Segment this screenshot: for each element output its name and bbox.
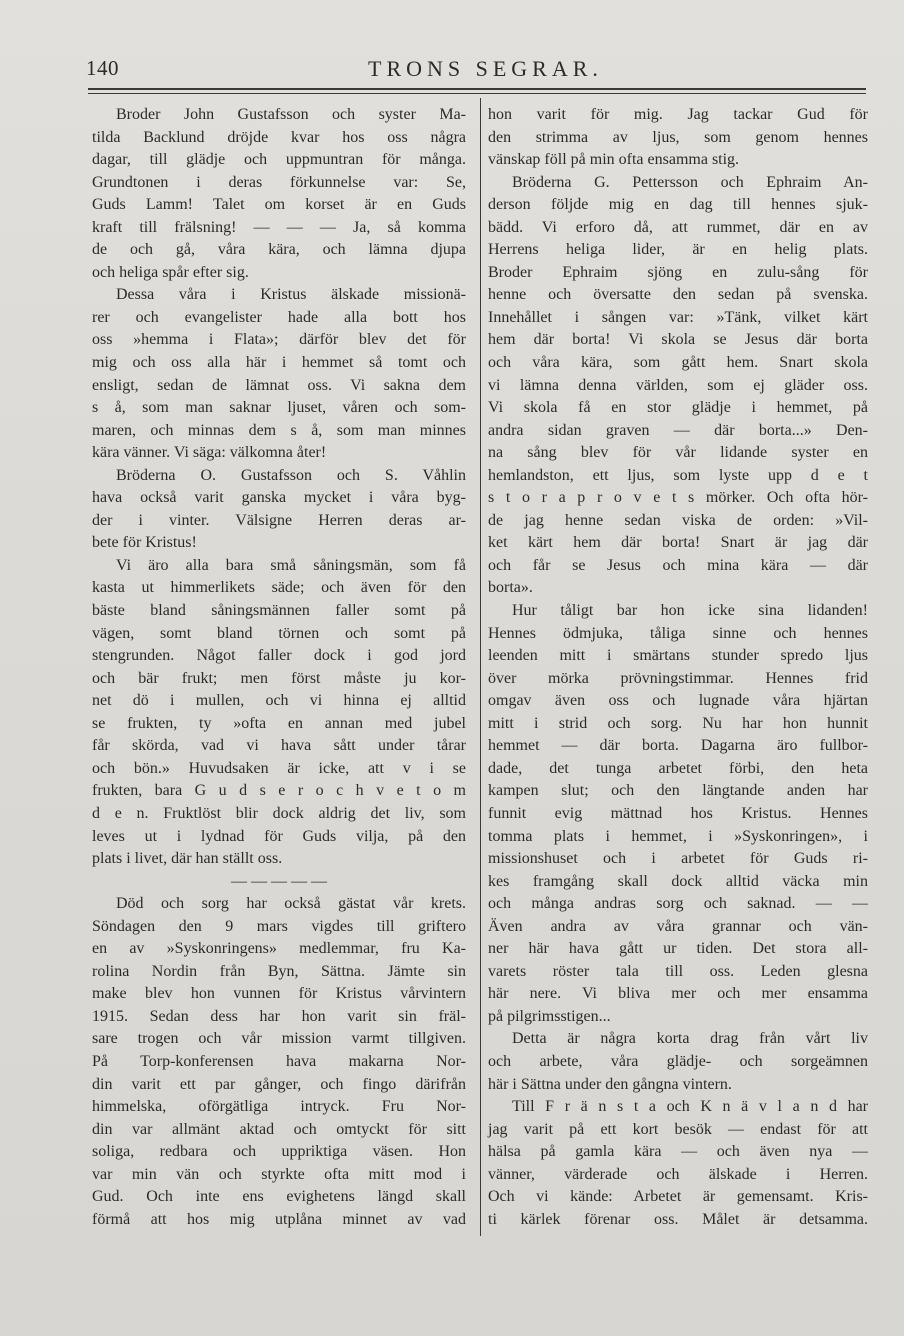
right-text-line: jag varit på ett kort besök — endast för att xyxy=(488,1120,868,1138)
right-text-line: hälsa på gamla kära — och även nya — xyxy=(488,1143,868,1161)
right-text-line: Vi skola få en stor glädje i hemmet, på xyxy=(488,399,868,417)
left-text-line: var min vän och styrkte ofta mitt mod i xyxy=(92,1165,466,1183)
left-text-line: Gud. Och inte ens evighetens längd skall xyxy=(92,1188,466,1206)
running-title: TRONS SEGRAR. xyxy=(368,56,603,81)
left-text-line: din varit ett par gånger, och fingo därifrån xyxy=(92,1075,466,1093)
left-text-line: 1915. Sedan dess har hon varit sin fräl- xyxy=(92,1007,466,1025)
right-text-line: borta». xyxy=(488,579,533,597)
left-text-line: oss »hemma i Flata»; därför blev det för xyxy=(92,331,466,349)
left-text-line: rolina Nordin från Byn, Sättna. Jämte sin xyxy=(92,962,466,980)
left-text-line: hava också varit ganska mycket i våra byg- xyxy=(92,489,466,507)
right-text-line: och får se Jesus och mina kära — där xyxy=(488,556,868,574)
left-text-line: d e n. Fruktlöst blir dock aldrig det liv, som xyxy=(92,804,466,822)
left-text-line: Grundtonen i deras förkunnelse var: Se, xyxy=(92,173,466,191)
right-text-line: hon varit för mig. Jag tackar Gud för xyxy=(488,106,868,123)
right-text-line: och våra kära, som gått hem. Snart skola xyxy=(488,354,868,372)
header-rule xyxy=(88,88,866,90)
left-column xyxy=(92,104,466,1231)
left-text-line: Dessa våra i Kristus älskade missionä- xyxy=(116,286,466,304)
right-text-line: över mörka prövningstimmar. Hennes frid xyxy=(488,669,868,687)
left-text-line: förmå att hos mig utplåna minnet av vad xyxy=(92,1210,466,1228)
left-text-line: och bär frukt; men först måste ju kor- xyxy=(92,669,466,687)
right-text-line: vänner, värderade och älskade i Herren. xyxy=(488,1165,868,1183)
left-text-line: maren, och minnas dem s å, som man minnes xyxy=(92,421,466,439)
right-text-line: hemmet — där borta. Dagarna äro fullbor- xyxy=(488,737,868,755)
left-text-line: frukten, bara G u d s e r o c h v e t o m xyxy=(92,782,466,800)
left-text-line: kasta ut himmerlikets säde; och även för den xyxy=(92,579,466,597)
left-text-line: soliga, redbara och uppriktiga väsen. Hon xyxy=(92,1143,466,1161)
left-text-line: der i vinter. Välsigne Herren deras ar- xyxy=(92,511,466,529)
left-text-line: ensligt, sedan de lämnat oss. Vi sakna dem xyxy=(92,376,466,394)
left-text-line: tilda Backlund dröjde kvar hos oss några xyxy=(92,128,466,146)
right-text-line: na sång blev för vår lidande syster en xyxy=(488,444,868,462)
right-text-line: de jag henne sedan viska de orden: »Vil- xyxy=(488,511,868,529)
right-text-line: varets röster tala till oss. Leden glesna xyxy=(488,962,868,980)
right-text-line: och många andras sorg och saknad. — — xyxy=(488,895,868,913)
left-text-line: bete för Kristus! xyxy=(92,534,197,552)
left-text-line: plats i livet, där han ställt oss. xyxy=(92,850,283,868)
left-text-line: Bröderna O. Gustafsson och S. Våhlin xyxy=(116,466,466,484)
right-text-line: Herrens heliga lider, är en helig plats. xyxy=(488,241,868,259)
right-text-line: vi lämna denna världen, som ej gläder oss. xyxy=(488,376,868,394)
left-text-line: himmelska, oförgätliga intryck. Fru Nor- xyxy=(92,1098,466,1116)
right-text-line: den strimma av ljus, som genom hennes xyxy=(488,128,868,146)
right-text-line: Och vi kände: Arbetet är gemensamt. Kris- xyxy=(488,1188,868,1206)
left-text-line: Guds Lamm! Talet om korset är en Guds xyxy=(92,196,466,214)
right-text-line: henne och översatte den sedan på svenska. xyxy=(488,286,868,304)
left-text-line: bäste bland såningsmännen faller somt på xyxy=(92,602,466,620)
left-text-line: de och gå, våra kära, och lämna djupa xyxy=(92,241,466,259)
right-text-line: Detta är några korta drag från vårt liv xyxy=(512,1030,868,1048)
left-text-line: kraft till frälsning! — — — Ja, så komma xyxy=(92,218,466,236)
left-text-line: mig och oss alla här i hemmet så tomt och xyxy=(92,354,466,372)
right-text-line: Broder Ephraim sjöng en zulu-sång för xyxy=(488,263,868,281)
right-text-line: omgav även oss och lugnade våra hjärtan xyxy=(488,692,868,710)
right-text-line: leenden mitt i smärtans stunder spredo ljus xyxy=(488,647,868,665)
right-text-line: kampen slut; och den längtande anden har xyxy=(488,782,868,800)
page-number: 140 xyxy=(86,56,119,80)
right-text-line: hem där borta! Vi skola se Jesus där borta xyxy=(488,331,868,349)
right-text-line: bädd. Vi erforo då, att rummet, där en av xyxy=(488,218,868,236)
right-column xyxy=(488,104,868,1231)
right-text-line: ner här hava gått ur tiden. Det stora all- xyxy=(488,940,868,958)
left-text-line: sare trogen och vår mission varmt tillgiven. xyxy=(92,1030,466,1048)
left-text-line: vägen, somt bland törnen och somt på xyxy=(92,624,466,642)
left-text-line: Söndagen den 9 mars vigdes till griftero xyxy=(92,917,466,935)
right-text-line: på pilgrimsstigen... xyxy=(488,1007,611,1025)
left-text-line: och bön.» Huvudsaken är icke, att v i se xyxy=(92,759,466,777)
right-text-line: Hur tåligt bar hon icke sina lidanden! xyxy=(512,602,868,620)
left-text-line: dagar, till glädje och uppmuntran för många. xyxy=(92,151,466,169)
right-text-line: mitt i strid och sorg. Nu har hon hunnit xyxy=(488,714,868,732)
left-text-line: Död och sorg har också gästat vår krets. xyxy=(116,895,466,913)
right-text-line: tomma plats i hemmet, i »Syskonringen», i xyxy=(488,827,868,845)
right-text-line: och arbete, våra glädje- och sorgeämnen xyxy=(488,1052,868,1070)
left-text-line: får skörda, vad vi hava sått under tårar xyxy=(92,737,466,755)
right-text-line: här nere. Vi bliva mer och mer ensamma xyxy=(488,985,868,1003)
right-text-line: kes framgång skall dock alltid väcka min xyxy=(488,872,868,890)
right-text-line: Till F r ä n s t a och K n ä v l a n d har xyxy=(512,1098,868,1116)
left-text-line: net dö i mullen, och vi hinna ej alltid xyxy=(92,692,466,710)
left-text-line: s å, som man saknar ljuset, våren och som- xyxy=(92,399,466,417)
right-text-line: ket kärt hem där borta! Snart är jag där xyxy=(488,534,868,552)
right-text-line: hemlandston, ett ljus, som lyste upp d e t xyxy=(488,466,868,484)
right-text-line: Innehållet i sången var: »Tänk, vilket kärt xyxy=(488,308,868,326)
right-text-line: här i Sättna under den gångna vintern. xyxy=(488,1075,732,1093)
right-text-line: Hennes ödmjuka, tåliga sinne och hennes xyxy=(488,624,868,642)
left-text-line: stengrunden. Något faller dock i god jord xyxy=(92,647,466,665)
left-text-line: och heliga spår efter sig. xyxy=(92,263,249,281)
right-text-line: s t o r a p r o v e t s mörker. Och ofta hör- xyxy=(488,489,868,507)
page-header xyxy=(86,56,866,88)
left-text-line: rer och evangelister hade alla bott hos xyxy=(92,308,466,326)
left-text-line: se frukten, ty »ofta en annan med jubel xyxy=(92,714,466,732)
header-rule-thin xyxy=(88,93,866,94)
left-text-line: Vi äro alla bara små såningsmän, som få xyxy=(116,556,466,574)
right-text-line: Bröderna G. Pettersson och Ephraim An- xyxy=(512,173,868,191)
right-text-line: missionshuset och i arbetet för Guds ri- xyxy=(488,850,868,868)
left-text-line: en av »Syskonringens» medlemmar, fru Ka- xyxy=(92,940,466,958)
right-text-line: ti kärlek förenar oss. Målet är detsamma. xyxy=(488,1210,868,1228)
column-divider xyxy=(480,98,481,1236)
left-text-line: din var allmänt aktad och omtyckt för sitt xyxy=(92,1120,466,1138)
right-text-line: funnit evig mättnad hos Kristus. Hennes xyxy=(488,804,868,822)
left-text-line: På Torp-konferensen hava makarna Nor- xyxy=(92,1052,466,1070)
right-text-line: derson följde mig en dag till hennes sjuk- xyxy=(488,196,868,214)
left-text-line: leves ut i lydnad för Guds vilja, på den xyxy=(92,827,466,845)
left-text-line: — — — — — xyxy=(231,872,327,890)
right-text-line: andra sidan graven — där borta...» Den- xyxy=(488,421,868,439)
left-text-line: kära vänner. Vi säga: välkomna åter! xyxy=(92,444,327,462)
right-text-line: Även andra av våra grannar och vän- xyxy=(488,917,868,935)
right-text-line: dade, det tunga arbetet förbi, den heta xyxy=(488,759,868,777)
left-text-line: make blev hon vunnen för Kristus vårvintern xyxy=(92,985,466,1003)
right-text-line: vänskap föll på min ofta ensamma stig. xyxy=(488,151,740,169)
left-text-line: Broder John Gustafsson och syster Ma- xyxy=(116,106,466,123)
